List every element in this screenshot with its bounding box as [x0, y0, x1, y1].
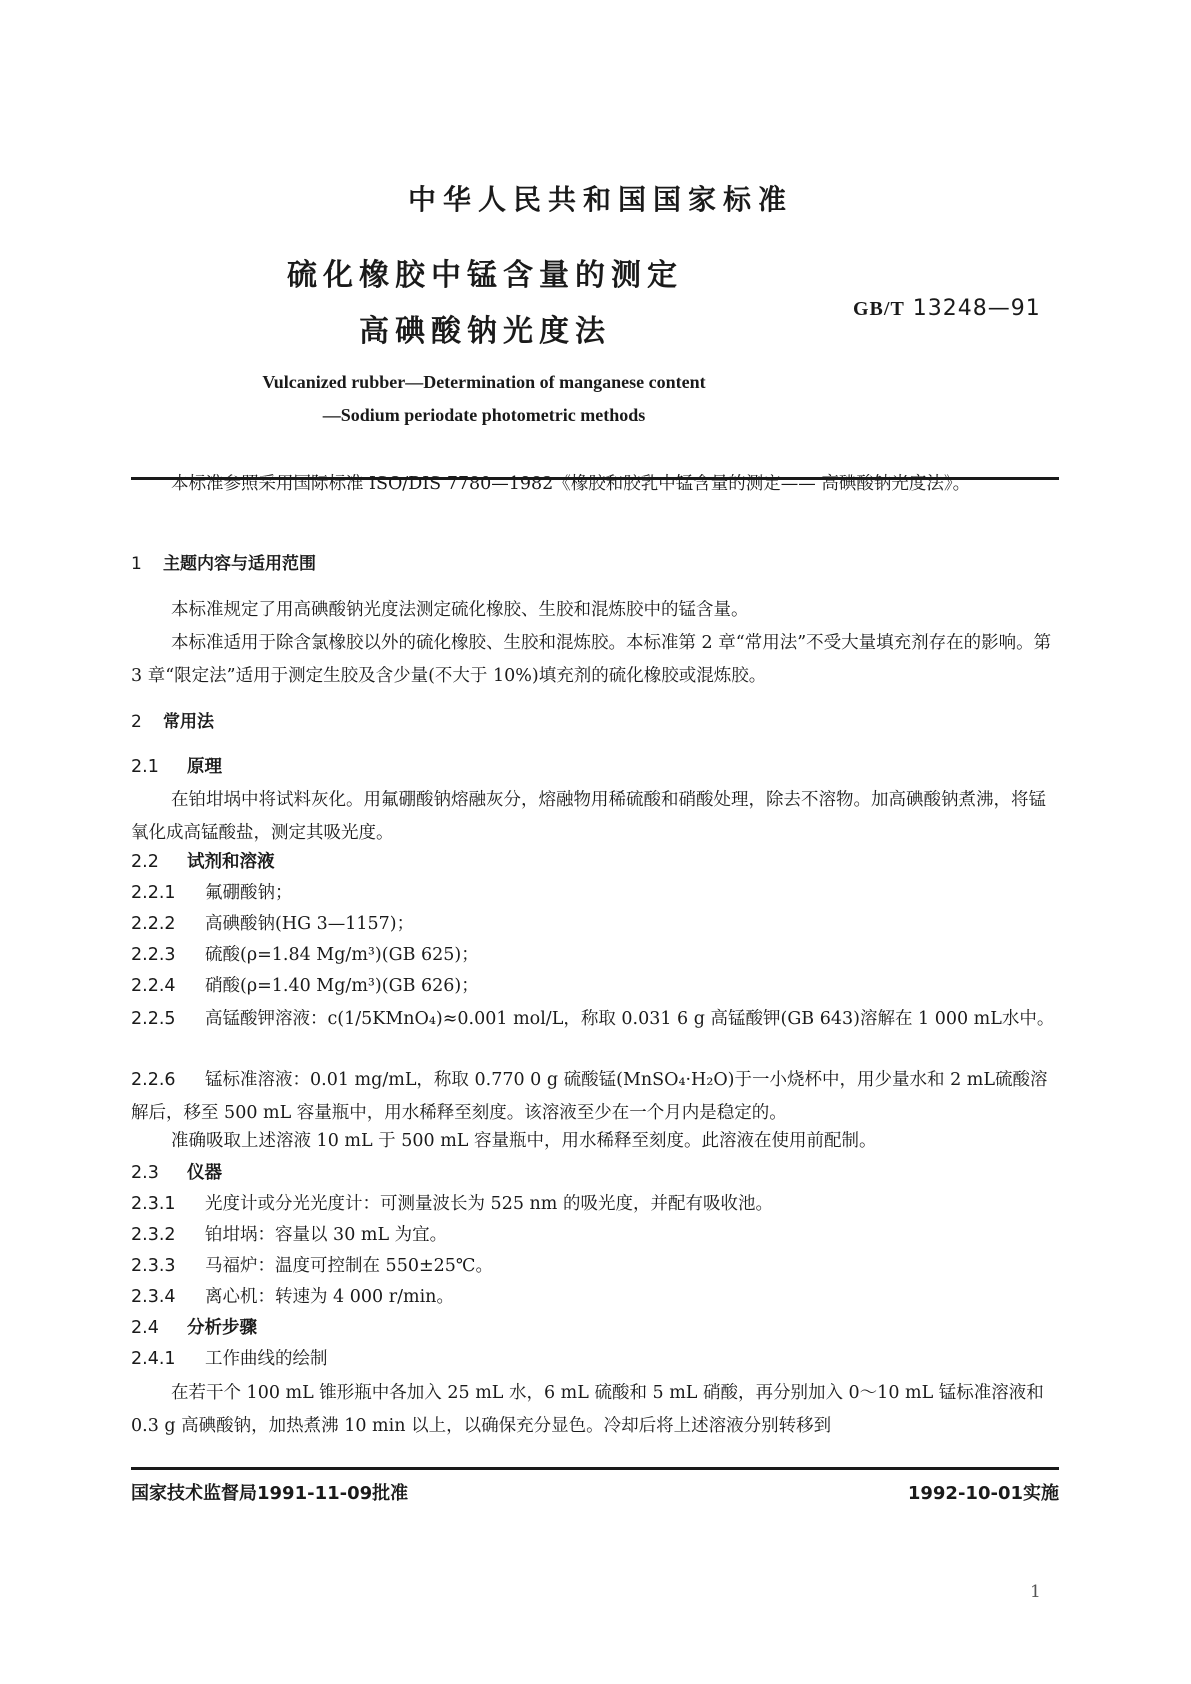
page-number: 1	[1030, 1582, 1041, 1602]
item-number: 2.3.1	[131, 1194, 176, 1214]
item-text: 高碘酸钠(HG 3—1157)；	[205, 914, 415, 934]
section-1-paragraph-1: 本标准规定了用高碘酸钠光度法测定硫化橡胶、生胶和混炼胶中的锰含量。	[171, 600, 749, 620]
document-title-line2: 高碘酸钠光度法	[359, 314, 611, 349]
item-2-2-5	[131, 1003, 1059, 1036]
english-title-line1: Vulcanized rubber—Determination of manganese content	[262, 372, 706, 392]
section-1-paragraph-2: 本标准适用于除含氯橡胶以外的硫化橡胶、生胶和混炼胶。本标准第 2 章“常用法”不受大量填充剂存在的影响。第 3 章“限定法”适用于测定生胶及含少量(不大于 10%)填充剂的硫化橡胶或混炼胶。	[131, 633, 1052, 686]
section-title: 主题内容与适用范围	[163, 554, 316, 574]
section-1-heading	[131, 548, 1059, 581]
section-title: 分析步骤	[187, 1318, 257, 1338]
item-text: 锰标准溶液：0.01 mg/mL，称取 0.770 0 g 硫酸锰(MnSO₄·H₂O)于一小烧杯中，用少量水和 2 mL硫酸溶解后，移至 500 mL 容量瓶中，用水稀释至刻度。该溶液至少在一个月内是稳定的。	[131, 1070, 1048, 1123]
item-number: 2.2.4	[131, 976, 176, 996]
section-2-heading	[131, 706, 1059, 739]
section-title: 原理	[187, 757, 222, 777]
item-2-2-4	[131, 970, 1059, 1003]
section-2-1-paragraph: 在铂坩埚中将试料灰化。用氟硼酸钠熔融灰分，熔融物用稀硫酸和硝酸处理，除去不溶物。加高碘酸钠煮沸，将锰氧化成高锰酸盐，测定其吸光度。	[131, 790, 1046, 843]
item-number: 2.3.2	[131, 1225, 176, 1245]
item-2-3-2	[131, 1219, 1059, 1252]
item-number: 2.2.3	[131, 945, 176, 965]
item-2-3-4	[131, 1281, 1059, 1314]
item-number: 2.3.3	[131, 1256, 176, 1276]
item-2-3-3	[131, 1250, 1059, 1283]
section-2-3-heading	[131, 1157, 1059, 1190]
item-2-2-6-paragraph: 准确吸取上述溶液 10 mL 于 500 mL 容量瓶中，用水稀释至刻度。此溶液在使用前配制。	[171, 1131, 877, 1151]
national-standard-heading: 中华人民共和国国家标准	[407, 183, 793, 216]
standard-code-prefix: GB/T	[853, 298, 905, 320]
section-title: 常用法	[163, 712, 214, 732]
section-2-4-heading	[131, 1312, 1059, 1345]
item-text: 硝酸(ρ=1.40 Mg/m³)(GB 626)；	[205, 976, 479, 996]
document-title-line1: 硫化橡胶中锰含量的测定	[287, 258, 683, 293]
item-text: 光度计或分光光度计：可测量波长为 525 nm 的吸光度，并配有吸收池。	[205, 1194, 773, 1214]
item-2-2-6	[131, 1064, 1059, 1130]
footer-rule	[131, 1467, 1059, 1470]
standard-code	[853, 296, 1041, 321]
item-number: 2.3.4	[131, 1287, 176, 1307]
section-number: 2.4	[131, 1318, 159, 1338]
item-2-4-1	[131, 1343, 1059, 1376]
item-2-2-2	[131, 908, 1059, 941]
item-number: 2.2.6	[131, 1070, 176, 1090]
item-text: 高锰酸钾溶液：c(1/5KMnO₄)≈0.001 mol/L，称取 0.031 6 g 高锰酸钾(GB 643)溶解在 1 000 mL水中。	[205, 1009, 1055, 1029]
item-text: 氟硼酸钠；	[205, 883, 293, 903]
section-2-1-heading	[131, 751, 1059, 784]
item-2-2-1	[131, 877, 1059, 910]
section-number: 2	[131, 712, 142, 732]
approval-date: 国家技术监督局1991-11-09批准	[131, 1483, 409, 1504]
item-number: 2.2.2	[131, 914, 176, 934]
item-text: 铂坩埚：容量以 30 mL 为宜。	[205, 1225, 448, 1245]
section-title: 试剂和溶液	[187, 852, 275, 872]
item-number: 2.2.5	[131, 1009, 176, 1029]
section-2-2-heading	[131, 846, 1059, 879]
section-number: 2.2	[131, 852, 159, 872]
item-number: 2.4.1	[131, 1349, 176, 1369]
item-number: 2.2.1	[131, 883, 176, 903]
item-text: 硫酸(ρ=1.84 Mg/m³)(GB 625)；	[205, 945, 479, 965]
item-2-4-1-paragraph: 在若干个 100 mL 锥形瓶中各加入 25 mL 水，6 mL 硫酸和 5 mL 硝酸，再分别加入 0～10 mL 锰标准溶液和 0.3 g 高碘酸钠，加热煮沸 10 min 以上，以确保充分显色。冷却后将上述溶液分别转移到	[131, 1383, 1044, 1436]
english-title-line2: —Sodium periodate photometric methods	[322, 405, 646, 425]
effective-date: 1992-10-01实施	[907, 1483, 1059, 1504]
section-number: 1	[131, 554, 142, 574]
item-text: 工作曲线的绘制	[205, 1349, 328, 1369]
standard-code-number: 13248—91	[912, 296, 1041, 321]
intro-paragraph: 本标准参照采用国际标准 ISO/DIS 7780—1982《橡胶和胶乳中锰含量的测定—— 高碘酸钠光度法》。	[171, 474, 971, 494]
item-text: 离心机：转速为 4 000 r/min。	[205, 1287, 454, 1307]
item-text: 马福炉：温度可控制在 550±25℃。	[205, 1256, 493, 1276]
item-2-2-3	[131, 939, 1059, 972]
section-number: 2.1	[131, 757, 159, 777]
item-2-3-1	[131, 1188, 1059, 1221]
section-number: 2.3	[131, 1163, 159, 1183]
section-title: 仪器	[187, 1163, 222, 1183]
